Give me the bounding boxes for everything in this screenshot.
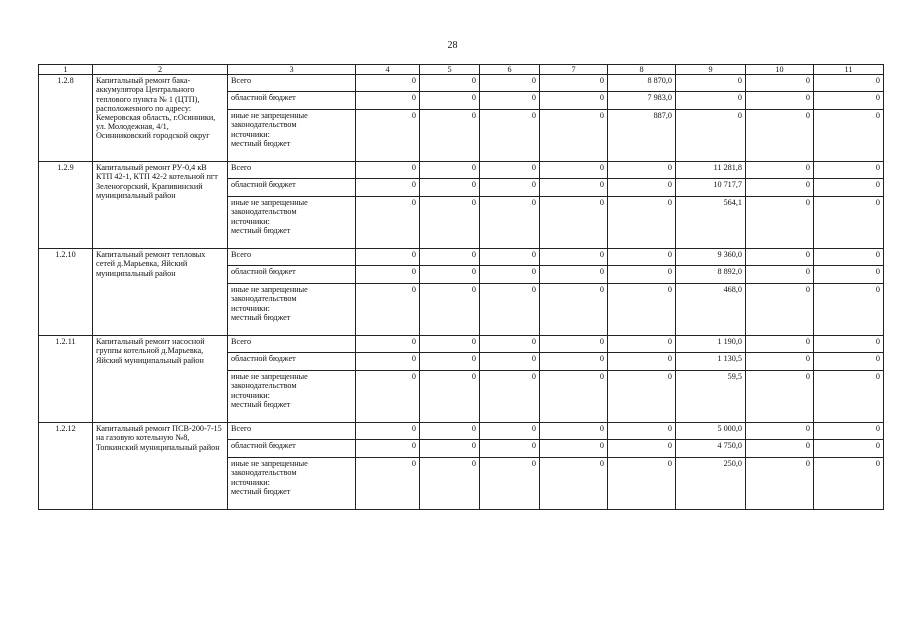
value-cell: 0	[420, 371, 480, 423]
table-row	[39, 75, 884, 92]
value-cell: 0	[608, 440, 676, 458]
value-cell: 0	[480, 197, 540, 249]
value-cell: 0	[356, 75, 420, 92]
value-cell: 0	[540, 353, 608, 371]
value-cell: 0	[356, 458, 420, 510]
value-cell: 0	[540, 162, 608, 179]
other-sources-label: иные не запрещенные	[231, 372, 308, 382]
value-cell: 0	[540, 179, 608, 197]
column-header: 5	[420, 65, 480, 75]
value-cell: 0	[608, 284, 676, 336]
value-cell: 0	[540, 75, 608, 92]
value-cell: 0	[608, 162, 676, 179]
value-cell: 0	[814, 179, 884, 197]
value-cell: 0	[746, 179, 814, 197]
value-cell: 0	[540, 440, 608, 458]
entry-code: 1.2.9	[39, 162, 93, 249]
value-cell: 0	[420, 336, 480, 353]
table-row	[39, 336, 884, 353]
value-cell: 0	[356, 162, 420, 179]
value-cell: 0	[746, 75, 814, 92]
value-cell: 0	[608, 197, 676, 249]
funding-source-label: Всего	[228, 336, 356, 353]
funding-source-label: областной бюджет	[228, 440, 356, 458]
value-cell: 0	[420, 162, 480, 179]
value-cell: 0	[480, 179, 540, 197]
funding-source-label	[228, 371, 356, 423]
value-cell: 0	[540, 197, 608, 249]
column-header: 10	[746, 65, 814, 75]
value-cell: 0	[540, 336, 608, 353]
value-cell: 59,5	[676, 371, 746, 423]
value-cell: 0	[814, 284, 884, 336]
value-cell: 0	[814, 336, 884, 353]
value-cell: 0	[420, 110, 480, 162]
table-row	[39, 162, 884, 179]
value-cell: 0	[540, 423, 608, 440]
value-cell: 0	[746, 266, 814, 284]
value-cell: 0	[608, 266, 676, 284]
value-cell: 250,0	[676, 458, 746, 510]
other-sources-label: источники:	[231, 477, 270, 487]
funding-source-label	[228, 110, 356, 162]
other-sources-label: иные не запрещенные	[231, 459, 308, 469]
value-cell: 0	[814, 440, 884, 458]
value-cell: 0	[814, 162, 884, 179]
value-cell: 0	[540, 110, 608, 162]
value-cell: 0	[480, 110, 540, 162]
value-cell: 1 190,0	[676, 336, 746, 353]
funding-source-label: областной бюджет	[228, 353, 356, 371]
value-cell: 0	[480, 336, 540, 353]
value-cell: 0	[814, 371, 884, 423]
value-cell: 0	[608, 249, 676, 266]
value-cell: 0	[480, 284, 540, 336]
value-cell: 0	[746, 162, 814, 179]
local-budget-label: местный бюджет	[231, 399, 291, 409]
local-budget-label: местный бюджет	[231, 486, 291, 496]
value-cell: 0	[420, 284, 480, 336]
other-sources-label: законодательством	[231, 468, 297, 478]
budget-table	[38, 64, 884, 510]
column-header: 1	[39, 65, 93, 75]
value-cell: 0	[746, 371, 814, 423]
value-cell: 0	[746, 458, 814, 510]
column-header: 11	[814, 65, 884, 75]
value-cell: 0	[814, 110, 884, 162]
value-cell: 0	[356, 249, 420, 266]
value-cell: 0	[480, 75, 540, 92]
column-header: 8	[608, 65, 676, 75]
table-row	[39, 249, 884, 266]
value-cell: 0	[480, 371, 540, 423]
value-cell: 0	[540, 458, 608, 510]
funding-source-label: областной бюджет	[228, 266, 356, 284]
value-cell: 0	[746, 284, 814, 336]
other-sources-label: законодательством	[231, 294, 297, 304]
value-cell: 0	[420, 440, 480, 458]
value-cell: 0	[814, 249, 884, 266]
funding-source-label: Всего	[228, 249, 356, 266]
other-sources-label: законодательством	[231, 207, 297, 217]
value-cell: 0	[608, 458, 676, 510]
value-cell: 0	[746, 353, 814, 371]
value-cell: 0	[676, 75, 746, 92]
value-cell: 0	[746, 440, 814, 458]
value-cell: 0	[608, 371, 676, 423]
value-cell: 0	[746, 92, 814, 110]
column-header: 6	[480, 65, 540, 75]
value-cell: 0	[540, 266, 608, 284]
entry-code: 1.2.11	[39, 336, 93, 423]
local-budget-label: местный бюджет	[231, 312, 291, 322]
other-sources-label: источники:	[231, 390, 270, 400]
other-sources-label: источники:	[231, 303, 270, 313]
value-cell: 0	[814, 423, 884, 440]
other-sources-label: иные не запрещенные	[231, 198, 308, 208]
value-cell: 0	[480, 249, 540, 266]
value-cell: 564,1	[676, 197, 746, 249]
entry-code: 1.2.10	[39, 249, 93, 336]
value-cell: 0	[676, 92, 746, 110]
value-cell: 0	[608, 336, 676, 353]
local-budget-label: местный бюджет	[231, 225, 291, 235]
value-cell: 0	[356, 371, 420, 423]
other-sources-label: иные не запрещенные	[231, 285, 308, 295]
value-cell: 0	[480, 458, 540, 510]
value-cell: 0	[746, 197, 814, 249]
value-cell: 8 892,0	[676, 266, 746, 284]
value-cell: 0	[356, 353, 420, 371]
value-cell: 0	[814, 75, 884, 92]
value-cell: 8 870,0	[608, 75, 676, 92]
local-budget-label: местный бюджет	[231, 138, 291, 148]
funding-source-label: Всего	[228, 75, 356, 92]
value-cell: 0	[480, 162, 540, 179]
column-header: 3	[228, 65, 356, 75]
column-header: 2	[93, 65, 228, 75]
value-cell: 0	[356, 266, 420, 284]
value-cell: 0	[356, 336, 420, 353]
other-sources-label: источники:	[231, 129, 270, 139]
value-cell: 0	[420, 353, 480, 371]
funding-source-label	[228, 284, 356, 336]
value-cell: 0	[480, 440, 540, 458]
funding-source-label	[228, 458, 356, 510]
entry-name: Капитальный ремонт бака-аккумулятора Центрального теплового пункта № 1 (ЦТП), расположенного по адресу: Кемеровская область, г.Осинники, ул. Молодежная, 4/1, Осинниковский городской округ	[93, 75, 228, 162]
value-cell: 0	[814, 353, 884, 371]
value-cell: 0	[420, 266, 480, 284]
value-cell: 887,0	[608, 110, 676, 162]
funding-source-label: Всего	[228, 162, 356, 179]
entry-name: Капитальный ремонт насосной группы котельной д.Марьевка, Яйский муниципальный район	[93, 336, 228, 423]
value-cell: 0	[814, 197, 884, 249]
value-cell: 0	[814, 266, 884, 284]
value-cell: 0	[420, 197, 480, 249]
value-cell: 0	[746, 423, 814, 440]
value-cell: 0	[746, 110, 814, 162]
value-cell: 9 360,0	[676, 249, 746, 266]
value-cell: 0	[608, 353, 676, 371]
page-number: 28	[447, 40, 458, 51]
value-cell: 0	[420, 179, 480, 197]
value-cell: 0	[814, 92, 884, 110]
other-sources-label: законодательством	[231, 381, 297, 391]
entry-code: 1.2.8	[39, 75, 93, 162]
value-cell: 0	[746, 249, 814, 266]
value-cell: 0	[608, 423, 676, 440]
other-sources-label: иные не запрещенные	[231, 111, 308, 121]
value-cell: 0	[480, 266, 540, 284]
value-cell: 11 281,8	[676, 162, 746, 179]
value-cell: 0	[480, 423, 540, 440]
value-cell: 0	[356, 440, 420, 458]
value-cell: 0	[540, 249, 608, 266]
value-cell: 7 983,0	[608, 92, 676, 110]
value-cell: 10 717,7	[676, 179, 746, 197]
value-cell: 0	[540, 92, 608, 110]
value-cell: 0	[356, 197, 420, 249]
entry-name: Капитальный ремонт ПСВ-200-7-15 на газовую котельную №8, Топкинский муниципальный район	[93, 423, 228, 510]
column-number-row	[39, 65, 884, 75]
column-header: 4	[356, 65, 420, 75]
value-cell: 0	[420, 249, 480, 266]
entry-code: 1.2.12	[39, 423, 93, 510]
value-cell: 5 000,0	[676, 423, 746, 440]
value-cell: 0	[420, 458, 480, 510]
value-cell: 0	[356, 110, 420, 162]
entry-name: Капитальный ремонт РУ-0,4 кВ КТП 42-1, КТП 42-2 котельной пгт Зеленогорский, Крапивинский муниципальный район	[93, 162, 228, 249]
value-cell: 0	[420, 423, 480, 440]
value-cell: 0	[746, 336, 814, 353]
funding-source-label: Всего	[228, 423, 356, 440]
funding-source-label: областной бюджет	[228, 179, 356, 197]
value-cell: 0	[540, 371, 608, 423]
other-sources-label: источники:	[231, 216, 270, 226]
value-cell: 4 750,0	[676, 440, 746, 458]
funding-source-label: областной бюджет	[228, 92, 356, 110]
other-sources-label: законодательством	[231, 120, 297, 130]
value-cell: 0	[356, 92, 420, 110]
value-cell: 0	[608, 179, 676, 197]
value-cell: 0	[356, 284, 420, 336]
table-row	[39, 423, 884, 440]
funding-source-label	[228, 197, 356, 249]
value-cell: 468,0	[676, 284, 746, 336]
value-cell: 0	[420, 92, 480, 110]
value-cell: 0	[356, 179, 420, 197]
value-cell: 0	[814, 458, 884, 510]
column-header: 7	[540, 65, 608, 75]
value-cell: 0	[420, 75, 480, 92]
value-cell: 0	[356, 423, 420, 440]
value-cell: 0	[676, 110, 746, 162]
value-cell: 0	[540, 284, 608, 336]
value-cell: 1 130,5	[676, 353, 746, 371]
value-cell: 0	[480, 353, 540, 371]
value-cell: 0	[480, 92, 540, 110]
entry-name: Капитальный ремонт тепловых сетей д.Марьевка, Яйский муниципальный район	[93, 249, 228, 336]
column-header: 9	[676, 65, 746, 75]
